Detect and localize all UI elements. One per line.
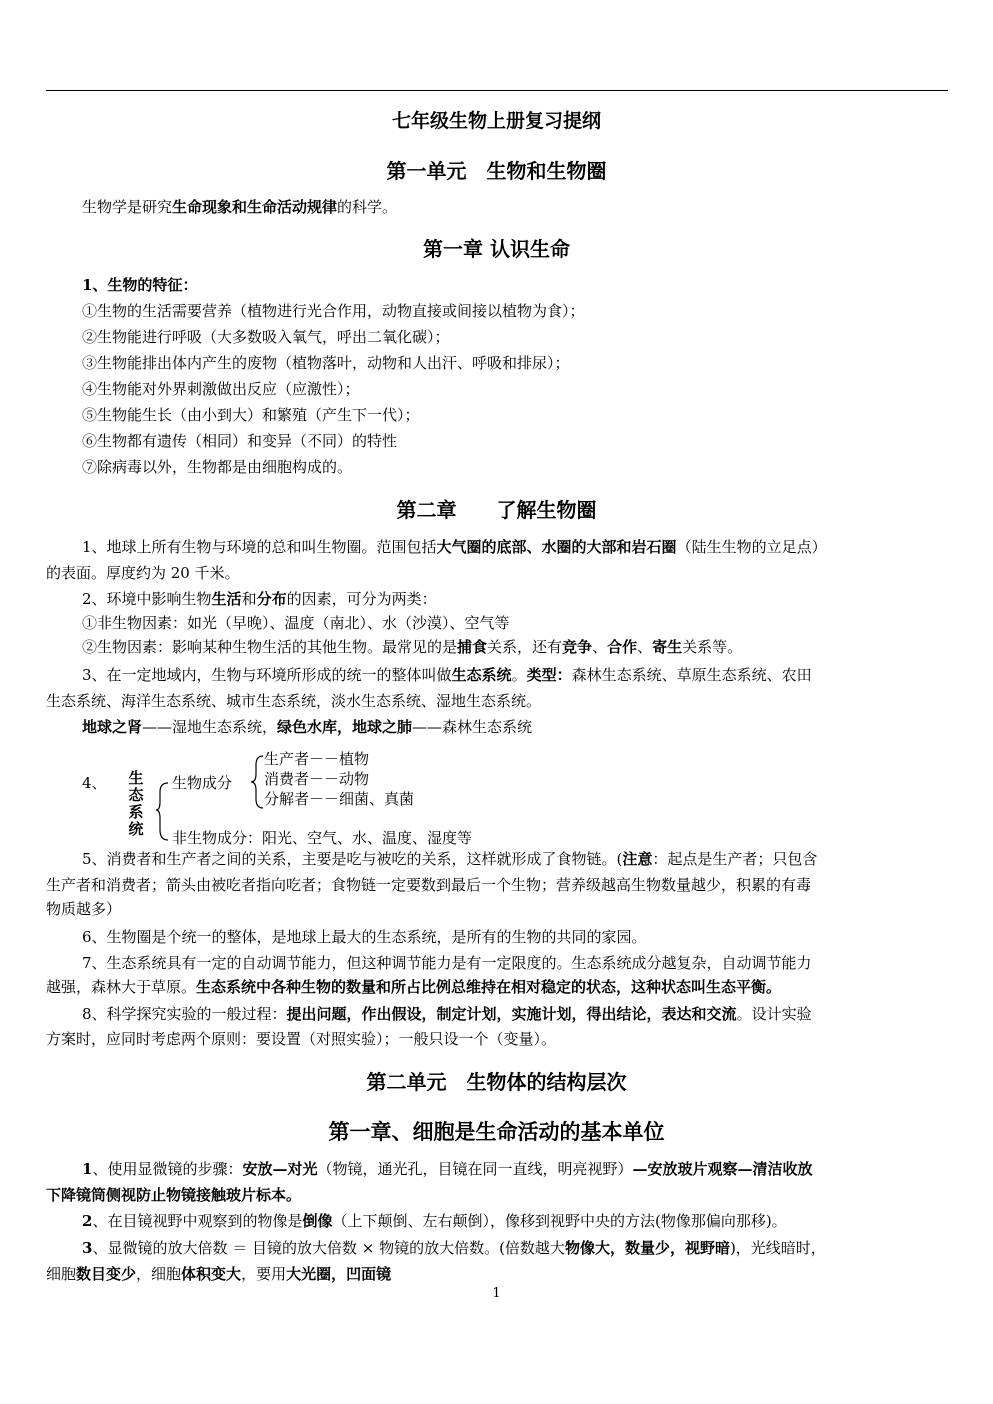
paragraph-8: 8、科学探究实验的一般过程：提出问题，作出假设，制定计划，实施计划，得出结论，表达和交流。设计实验 <box>82 1005 812 1023</box>
microscope-step-3: 3、显微镜的放大倍数 ＝ 目镜的放大倍数 × 物镜的放大倍数。(倍数越大物像大，数量少，视野暗)，光线暗时， <box>82 1239 826 1257</box>
feature-item: ④生物能对外界刺激做出反应（应激性）； <box>82 380 360 398</box>
microscope-step-1: 1、使用显微镜的步骤：安放—对光（物镜，通光孔，目镜在同一直线，明亮视野）—安放玻片观察—清洁收放 <box>82 1160 813 1178</box>
features-subheading: 1、生物的特征： <box>82 276 198 294</box>
paragraph-7: 7、生态系统具有一定的自动调节能力，但这种调节能力是有一定限度的。生态系统成分越复杂，自动调节能力 <box>82 954 812 972</box>
ecosystem-root-label: 生态系统 <box>128 769 144 838</box>
feature-item: ⑥生物都有遗传（相同）和变异（不同）的特性 <box>82 432 398 450</box>
paragraph-2: 2、环境中影响生物生活和分布的因素，可分为两类： <box>82 590 437 608</box>
feature-item: ③生物能排出体内产生的废物（植物落叶，动物和人出汗、呼吸和排尿）； <box>82 354 570 372</box>
paragraph-7-cont: 越强，森林大于草原。生态系统中各种生物的数量和所占比例总维持在相对稳定的状态，这种状态叫生态平衡。 <box>46 978 782 996</box>
paragraph-1: 1、地球上所有生物与环境的总和叫生物圈。范围包括大气圈的底部、水圈的大部和岩石圈（陆生生物的立足点） <box>82 538 827 556</box>
abiotic-component-label: 非生物成分：阳光、空气、水、温度、湿度等 <box>172 829 473 847</box>
paragraph-5-cont: 生产者和消费者；箭头由被吃者指向吃者；食物链一定要数到最后一个生物；营养级越高生物数量越少，积累的有毒 <box>46 876 812 894</box>
header-rule <box>46 90 948 91</box>
microscope-step-3-cont: 细胞数目变少，细胞体积变大，要用大光圈，凹面镜 <box>46 1265 392 1283</box>
biotic-component-label: 生物成分 <box>172 774 233 792</box>
paragraph-5: 5、消费者和生产者之间的关系，主要是吃与被吃的关系，这样就形成了食物链。(注意：起点是生产者；只包含 <box>82 850 818 868</box>
decomposer-label: 分解者－－细菌、真菌 <box>264 790 415 808</box>
paragraph-5-end: 物质越多） <box>46 900 122 918</box>
paragraph-1-cont: 的表面。厚度约为 20 千米。 <box>46 564 240 582</box>
page-number: 1 <box>492 1286 501 1301</box>
abiotic-factors: ①非生物因素：如光（早晚）、温度（南北）、水（沙漠）、空气等 <box>82 614 510 632</box>
unit-2-heading: 第二单元 生物体的结构层次 <box>366 1070 627 1094</box>
consumer-label: 消费者－－动物 <box>264 770 370 788</box>
feature-item: ①生物的生活需要营养（植物进行光合作用，动物直接或间接以植物为食）； <box>82 302 585 320</box>
chapter-1-heading: 第一章 认识生命 <box>423 237 570 261</box>
paragraph-8-cont: 方案时，应同时考虑两个原则：要设置（对照实验）；一般只设一个（变量）。 <box>46 1030 557 1048</box>
paragraph-3: 3、在一定地域内，生物与环境所形成的统一的整体叫做生态系统。类型：森林生态系统、草原生态系统、农田 <box>82 666 812 684</box>
microscope-step-2: 2、在目镜视野中观察到的物像是倒像（上下颠倒、左右颠倒），像移到视野中央的方法(物像那偏向那移)。 <box>82 1212 787 1230</box>
paragraph-3-cont: 生态系统、海洋生态系统、城市生态系统，淡水生态系统、湿地生态系统。 <box>46 692 542 710</box>
microscope-step-1-cont: 下降镜筒侧视防止物镜接触玻片标本。 <box>46 1186 302 1204</box>
unit-1-heading: 第一单元 生物和生物圈 <box>386 159 607 183</box>
paragraph-3-kidney-lung: 地球之肾——湿地生态系统，绿色水库，地球之肺——森林生态系统 <box>82 718 533 736</box>
chapter-2-heading: 第二章 了解生物圈 <box>396 498 597 522</box>
feature-item: ⑤生物能生长（由小到大）和繁殖（产生下一代）； <box>82 406 420 424</box>
feature-item: ⑦除病毒以外，生物都是由细胞构成的。 <box>82 458 353 476</box>
biotic-factors: ②生物因素：影响某种生物生活的其他生物。最常见的是捕食关系，还有竞争、合作、寄生关系等。 <box>82 638 743 656</box>
paragraph-6: 6、生物圈是个统一的整体，是地球上最大的生态系统，是所有的生物的共同的家园。 <box>82 928 647 946</box>
document-title: 七年级生物上册复习提纲 <box>391 110 601 132</box>
producer-label: 生产者－－植物 <box>264 750 370 768</box>
feature-item: ②生物能进行呼吸（大多数吸入氧气，呼出二氧化碳）； <box>82 328 450 346</box>
diagram-number: 4、 <box>82 774 107 792</box>
unit-1-intro: 生物学是研究生命现象和生命活动规律的科学。 <box>82 198 398 216</box>
unit-2-chapter-1-heading: 第一章、细胞是生命活动的基本单位 <box>328 1119 665 1144</box>
